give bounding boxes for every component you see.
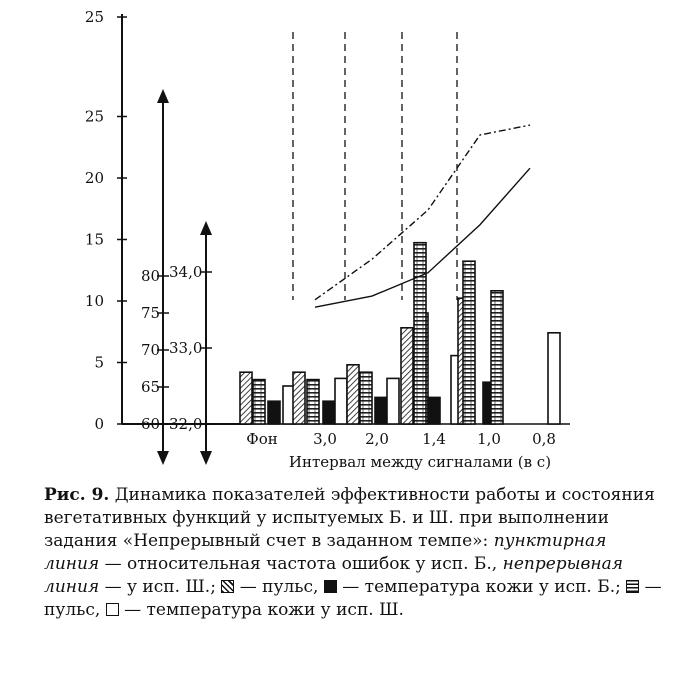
x-tick-label: 1,4 [422,430,446,448]
bar [335,378,347,424]
bar [347,365,359,424]
bar [387,378,399,424]
pulse-axis-tick-label: 70 [141,341,161,359]
legend-solid-square-icon [324,580,337,593]
caption-main-text: Динамика показателей эффективности работы и состояния вегетативных функций у испытуемых Б. и Ш. при выполнении задания «Непрерывный счет в заданном темпе»: [44,485,655,551]
bar [323,401,335,424]
caption-pulse-b: — пульс, [234,577,324,597]
legend-diagonal-hatch-icon [221,580,234,593]
temperature-axis-tick-label: 34,0 [169,263,203,281]
bar [428,397,440,424]
bar [360,372,372,424]
bars-layer [240,243,560,424]
bar [240,372,252,424]
x-tick-label: 0,8 [532,430,556,448]
pulse-axis-tick-label: 65 [141,378,161,396]
caption-temp-sh: — температура кожи у исп. Ш. [118,600,404,620]
caption-pulse-sh: — пульс, [44,577,662,620]
error-axis-tick-label: 10 [84,292,104,310]
legend-empty-square-icon [106,603,119,616]
error-axis-tick-label: 5 [94,353,104,372]
bar [307,380,319,424]
pulse-axis-tick-label: 80 [141,267,161,285]
legend-horizontal-hatch-icon [626,580,639,593]
temperature-axis-arrow-down-icon [200,451,212,465]
x-tick-label: 2,0 [365,430,389,448]
x-tick-label: 1,0 [477,430,501,448]
x-tick-label: Фон [246,430,278,448]
bar [414,243,426,424]
bar [463,261,475,424]
error-axis-tick-label: 25 [84,107,104,126]
error-axis-tick-label: 25 [84,8,104,26]
temperature-axis-arrow-up-icon [200,221,212,235]
pulse-axis-tick-label: 75 [141,304,161,322]
error-axis-tick-label: 20 [84,169,104,187]
bar [293,372,305,424]
bar [253,380,265,424]
pulse-axis-tick-label: 60 [141,415,161,433]
caption-solid-label: непрерывная линия [44,554,623,597]
caption-dotted-label: пунктирная линия [44,531,607,574]
pulse-axis-arrow-up-icon [157,89,169,103]
bar [548,333,560,424]
temperature-axis-tick-label: 32,0 [169,415,203,433]
pulse-axis-arrow-down-icon [157,451,169,465]
bar [268,401,280,424]
caption-dotted-text: — относительная частота ошибок у исп. Б., [99,554,503,574]
bar [401,328,413,424]
x-tick-label: 3,0 [313,430,337,448]
caption-temp-b: — температура кожи у исп. Б.; [336,577,627,597]
temperature-axis-tick-label: 33,0 [169,339,203,357]
caption-fig-label: Рис. 9. [44,485,110,505]
x-axis-title: Интервал между сигналами (в с) [288,453,552,470]
error-axis-tick-label: 0 [94,415,104,433]
figure-caption [44,484,664,622]
bar [491,291,503,424]
caption-solid-text: — у исп. Ш.; [99,577,222,597]
bar [375,397,387,424]
error-axis-tick-label: 15 [84,230,104,249]
